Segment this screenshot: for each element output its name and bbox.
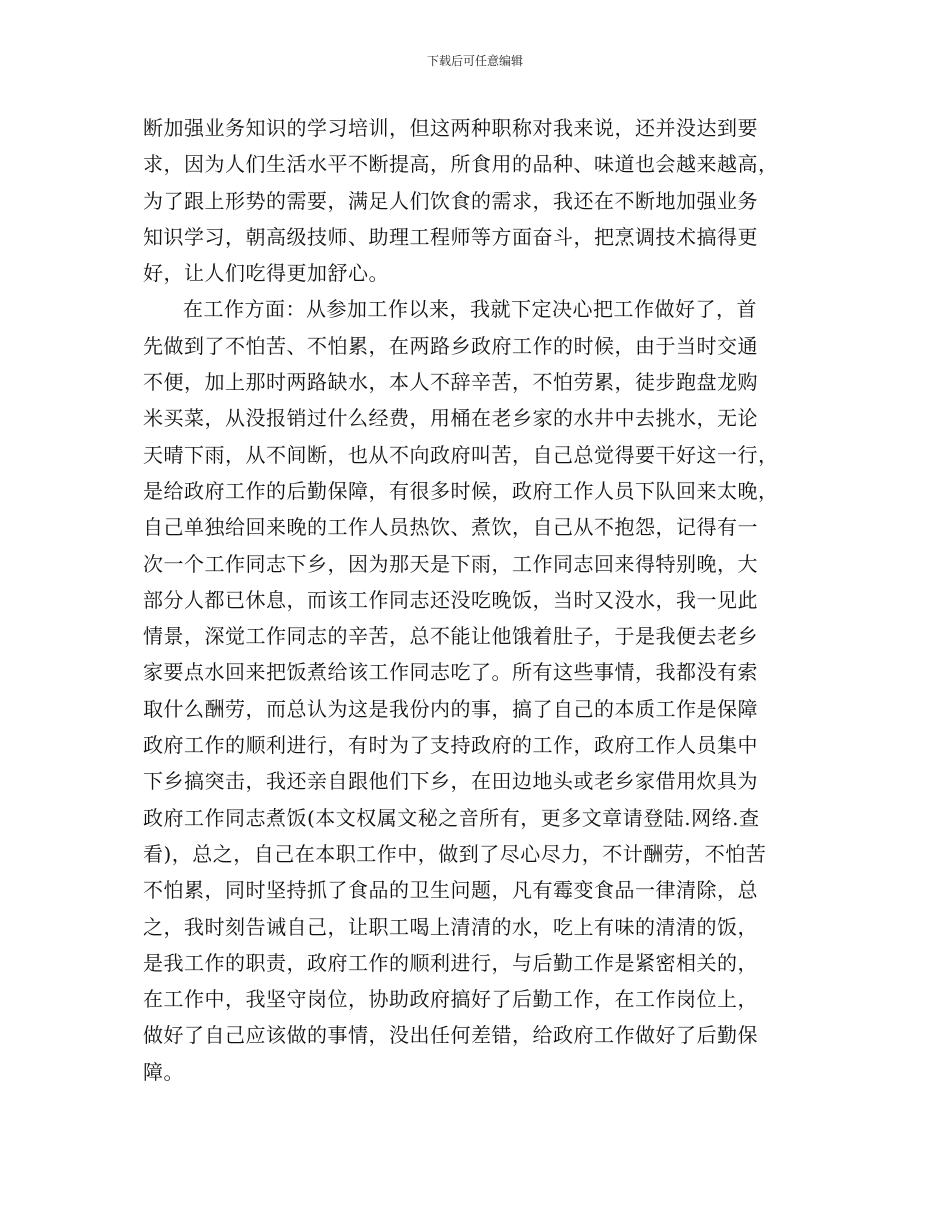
text-line: 不怕累，同时坚持抓了食品的卫生问题，凡有霉变食品一律清除，总 (143, 878, 758, 903)
text-line: 自己单独给回来晚的工作人员热饮、煮饮，自己从不抱怨，记得有一 (143, 515, 758, 540)
text-line: 看)，总之，自己在本职工作中，做到了尽心尽力，不计酬劳，不怕苦 (143, 841, 767, 866)
text-line: 求，因为人们生活水平不断提高，所食用的品种、味道也会越来越高， (143, 152, 779, 177)
text-line: 为了跟上形势的需要，满足人们饮食的需求，我还在不断地加强业务 (143, 188, 758, 213)
text-line: 是我工作的职责，政府工作的顺利进行，与后勤工作是紧密相关的， (143, 950, 758, 975)
text-line: 断加强业务知识的学习培训，但这两种职称对我来说，还并没达到要 (143, 116, 758, 140)
text-line: 不便，加上那时两路缺水，本人不辞辛苦，不怕劳累，徒步跑盘龙购 (143, 370, 758, 395)
text-line: 米买菜，从没报销过什么经费，用桶在老乡家的水井中去挑水，无论 (143, 406, 758, 431)
text-line: 下乡搞突击，我还亲自跟他们下乡，在田边地头或老乡家借用炊具为 (143, 769, 758, 794)
text-line: 之，我时刻告诫自己，让职工喝上清清的水，吃上有味的清清的饭， (143, 914, 758, 939)
text-line: 先做到了不怕苦、不怕累，在两路乡政府工作的时候，由于当时交通 (143, 333, 758, 358)
text-line: 在工作中，我坚守岗位，协助政府搞好了后勤工作，在工作岗位上， (143, 987, 758, 1012)
text-line: 障。 (143, 1059, 184, 1084)
page-header: 下载后可任意编辑 (426, 54, 523, 68)
text-line: 情景，深觉工作同志的辛苦，总不能让他饿着肚子，于是我便去老乡 (143, 624, 758, 649)
text-line: 知识学习，朝高级技师、助理工程师等方面奋斗，把烹调技术搞得更 (143, 224, 758, 249)
text-line: 天晴下雨，从不间断，也从不向政府叫苦，自己总觉得要干好这一行， (143, 442, 779, 467)
text-line: 好，让人们吃得更加舒心。 (143, 261, 389, 286)
text-line: 是给政府工作的后勤保障，有很多时候，政府工作人员下队回来太晚， (143, 478, 779, 503)
text-line: 政府工作同志煮饭(本文权属文秘之音所有，更多文章请登陆.网络.查 (143, 805, 760, 830)
text-line: 做好了自己应该做的事情，没出任何差错，给政府工作做好了后勤保 (143, 1023, 758, 1048)
paragraph-first-line: 在工作方面：从参加工作以来，我就下定决心把工作做好了，首 (183, 297, 757, 322)
text-line: 次一个工作同志下乡，因为那天是下雨，工作同志回来得特别晚，大 (143, 551, 758, 576)
text-line: 政府工作的顺利进行，有时为了支持政府的工作，政府工作人员集中 (143, 733, 758, 758)
document-body (143, 110, 817, 1090)
text-line: 取什么酬劳，而总认为这是我份内的事，搞了自己的本质工作是保障 (143, 696, 758, 721)
text-line: 家要点水回来把饭煮给该工作同志吃了。所有这些事情，我都没有索 (143, 660, 758, 685)
text-line: 部分人都已休息，而该工作同志还没吃晚饭，当时又没水，我一见此 (143, 587, 758, 612)
